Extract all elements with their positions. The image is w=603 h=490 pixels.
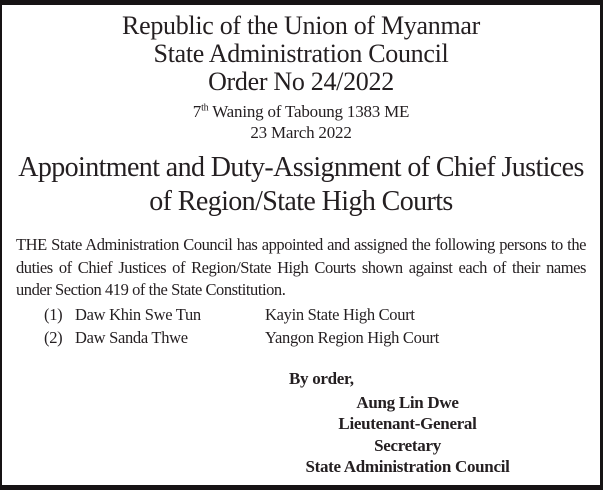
council-name: State Administration Council [153,39,449,68]
gregorian-date: 23 March 2022 [250,123,352,142]
signatory-position: Secretary [374,435,441,455]
appointment-number: (1) [44,304,63,324]
country-name: Republic of the Union of Myanmar [122,11,480,40]
myanmar-date-ordinal: th [201,102,209,114]
closing-section [2,368,600,478]
signature-block [267,392,548,478]
appointment-list [16,303,586,349]
appointment-row [16,303,586,326]
order-body-paragraph: THE State Administration Council has appointed and assigned the following persons to the duties of Chief Justices of Region/State High Courts shown against each of their names under Section 419 of the State Constitution. [16,235,586,299]
myanmar-date [2,101,600,122]
assigned-court: Kayin State High Court [265,304,415,324]
signatory-organization: State Administration Council [305,457,510,476]
document-header [2,5,600,143]
myanmar-date-rest: Waning of Taboung 1383 ME [208,102,410,121]
appointment-number: (2) [44,327,63,347]
assigned-court: Yangon Region High Court [265,327,440,347]
signatory-rank: Lieutenant-General [338,414,477,433]
date-block [2,101,600,143]
appointment-row [16,326,586,349]
order-number: Order No 24/2022 [208,67,394,96]
by-order-line: By order, [289,368,354,388]
appointee-name: Daw Sanda Thwe [75,327,188,347]
signatory-name: Aung Lin Dwe [356,392,459,412]
order-title: Appointment and Duty-Assignment of Chief Justices of Region/State High Courts [18,152,584,217]
myanmar-date-day: 7 [192,102,202,121]
appointee-name: Daw Khin Swe Tun [75,304,201,324]
